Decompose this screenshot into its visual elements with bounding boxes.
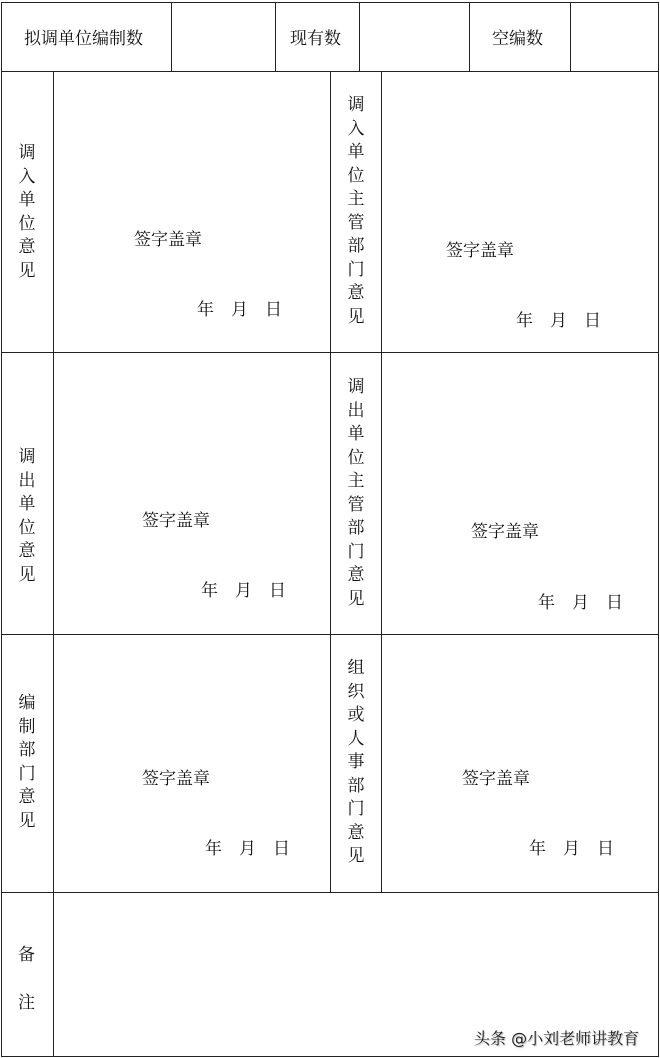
col-divider — [171, 2, 172, 71]
row-label: 调入单位意见 — [18, 143, 36, 281]
sign-seal: 签字盖章 — [462, 769, 530, 789]
remarks-label: 注 — [18, 993, 35, 1013]
table-border — [1, 2, 2, 1057]
table-border — [1, 2, 659, 3]
date: 年 月 日 — [538, 593, 623, 613]
date: 年 月 日 — [201, 581, 286, 601]
col-divider — [570, 2, 571, 71]
table-border — [658, 2, 659, 1057]
vacant-label: 空编数 — [492, 29, 543, 49]
row-label: 调出单位意见 — [18, 447, 36, 585]
sign-seal: 签字盖章 — [134, 230, 202, 250]
col-divider — [381, 71, 382, 892]
date: 年 月 日 — [516, 311, 601, 331]
sign-seal: 签字盖章 — [471, 522, 539, 542]
date: 年 月 日 — [197, 300, 282, 320]
sign-seal: 签字盖章 — [142, 769, 210, 789]
row-label: 调出单位主管部门意见 — [347, 377, 365, 609]
row-label: 编制部门意见 — [18, 693, 36, 831]
date: 年 月 日 — [529, 839, 614, 859]
row-label: 组织或人事部门意见 — [347, 658, 365, 866]
sign-seal: 签字盖章 — [446, 241, 514, 261]
table-border — [1, 1056, 659, 1057]
watermark: 头条 @小刘老师讲教育 — [474, 1029, 640, 1048]
col-divider — [359, 2, 360, 71]
sign-seal: 签字盖章 — [142, 511, 210, 531]
row-label: 调入单位主管部门意见 — [347, 95, 365, 327]
col-divider — [330, 71, 331, 892]
col-divider — [53, 71, 54, 1056]
row-divider — [1, 892, 659, 893]
col-divider — [275, 2, 276, 71]
date: 年 月 日 — [205, 839, 290, 859]
planned-label: 拟调单位编制数 — [24, 29, 143, 49]
col-divider — [469, 2, 470, 71]
remarks-label: 备 — [18, 945, 35, 965]
current-label: 现有数 — [290, 29, 341, 49]
